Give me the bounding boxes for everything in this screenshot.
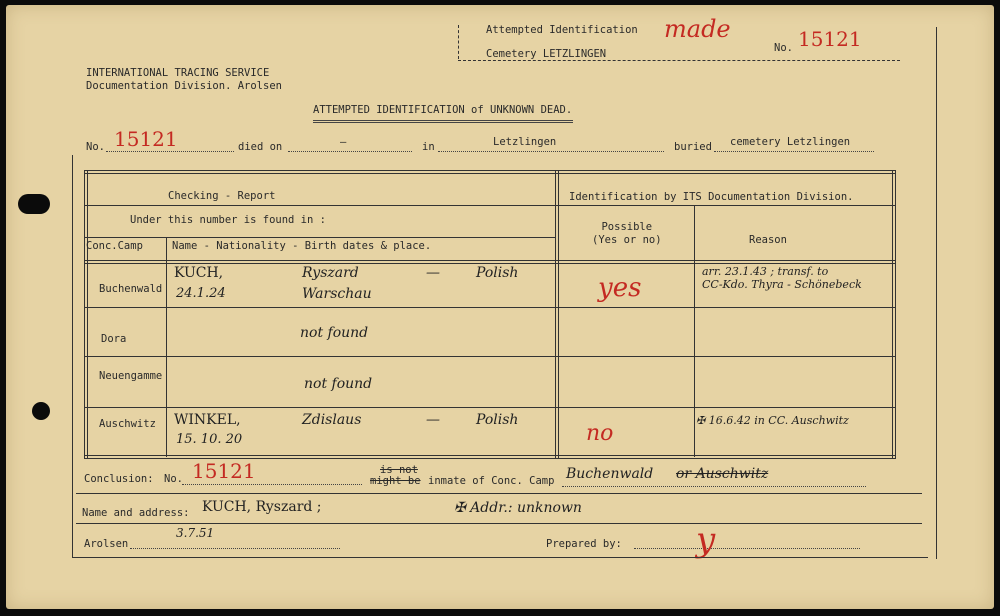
in-label: in <box>422 141 435 153</box>
table-row2-divider <box>84 356 896 357</box>
page-title: ATTEMPTED IDENTIFICATION of UNKNOWN DEAD. <box>313 104 573 116</box>
conclusion-inmate: inmate of Conc. Camp <box>428 475 555 487</box>
record-no-value: 15121 <box>114 127 178 151</box>
footer-date-dots <box>130 548 340 549</box>
col-conc-camp: Conc.Camp <box>86 240 143 252</box>
header-box-left-border <box>458 25 459 59</box>
row4-possible: no <box>586 421 614 446</box>
row1-reason-line1: arr. 23.1.43 ; transf. to <box>702 265 829 278</box>
punch-hole-top <box>18 194 50 214</box>
conclusion-no-label: No. <box>164 473 183 485</box>
conclusion-label: Conclusion: <box>84 473 154 485</box>
row4-dash: — <box>426 412 440 428</box>
org-division: Documentation Division. Arolsen <box>86 80 282 92</box>
row4-camp: Auschwitz <box>99 418 156 430</box>
row1-nationality: Polish <box>476 265 519 281</box>
footer-place: Arolsen <box>84 538 129 550</box>
row2-camp: Dora <box>101 333 127 345</box>
row3-note: not found <box>304 376 373 392</box>
found-in-label: Under this number is found in : <box>130 214 326 226</box>
table-left-border <box>84 170 88 459</box>
conclusion-camp-struck: or Auschwitz <box>676 466 769 482</box>
buried-dots <box>714 151 874 152</box>
row1-firstname: Ryszard <box>302 265 359 281</box>
row1-possible: yes <box>598 273 642 303</box>
table-top-border <box>84 170 896 174</box>
table-middle-divider <box>555 170 559 459</box>
table-reason-divider <box>694 205 695 457</box>
table-row1-divider <box>84 307 896 308</box>
table-right-border <box>892 170 896 459</box>
footer-bottom-line <box>72 557 928 558</box>
address-value: ✠ Addr.: unknown <box>454 500 582 516</box>
buried-value: cemetery Letzlingen <box>730 136 851 148</box>
table-header-divider <box>84 205 896 206</box>
col-possible: Possible (Yes or no) <box>592 221 662 246</box>
table-camp-divider <box>166 237 167 457</box>
table-subheader-divider <box>84 237 556 238</box>
in-dots <box>438 151 664 152</box>
conclusion-is-not: is not <box>380 464 418 476</box>
prepared-by-label: Prepared by: <box>546 538 622 550</box>
died-on-label: died on <box>238 141 283 153</box>
card-left-rule <box>72 155 73 557</box>
made-stamp: made <box>664 15 731 43</box>
died-on-value: — <box>340 136 347 148</box>
row1-place: Warschau <box>302 286 372 302</box>
header-cemetery: Cemetery LETZLINGEN <box>486 48 607 60</box>
header-no-value: 15121 <box>798 27 862 51</box>
punch-hole-bottom <box>32 402 50 420</box>
card-right-rule <box>936 27 937 559</box>
conclusion-camp: Buchenwald <box>566 466 654 482</box>
row2-note: not found <box>300 325 369 341</box>
row1-reason-line2: CC-Kdo. Thyra - Schönebeck <box>702 278 862 291</box>
title-underline <box>313 120 573 123</box>
table-row3-divider <box>84 407 896 408</box>
conclusion-camp-dots <box>562 486 866 487</box>
name-address-divider <box>76 523 922 524</box>
row4-dob: 15. 10. 20 <box>176 432 243 447</box>
in-value: Letzlingen <box>493 136 557 148</box>
col-name-nationality: Name - Nationality - Birth dates & place. <box>172 240 432 252</box>
died-on-dots <box>288 151 412 152</box>
col-reason: Reason <box>749 234 787 246</box>
document-card <box>6 5 994 609</box>
conclusion-no-dots <box>182 484 362 485</box>
row1-dob: 24.1.24 <box>176 286 226 301</box>
footer-date: 3.7.51 <box>176 526 215 540</box>
row3-camp: Neuengamme <box>99 370 163 382</box>
conclusion-might-be: might be <box>370 475 421 487</box>
name-address-value: KUCH, Ryszard ; <box>202 499 322 515</box>
header-box-bottom-border <box>458 60 900 61</box>
row1-surname: KUCH, <box>174 265 224 281</box>
buried-label: buried <box>674 141 712 153</box>
row1-camp: Buchenwald <box>99 283 163 295</box>
table-colhead-divider <box>84 260 896 264</box>
row1-dash: — <box>426 265 440 281</box>
record-no-dots <box>106 151 234 152</box>
header-attempted-identification: Attempted Identification <box>486 24 638 36</box>
conclusion-divider <box>76 493 922 494</box>
row4-surname: WINKEL, <box>174 412 241 428</box>
prepared-by-dots <box>634 548 860 549</box>
name-address-label: Name and address: <box>82 507 190 519</box>
org-name: INTERNATIONAL TRACING SERVICE <box>86 67 270 79</box>
header-no-label: No. <box>774 42 793 54</box>
identification-header: Identification by ITS Documentation Division. <box>569 191 854 203</box>
conclusion-no-value: 15121 <box>192 459 256 483</box>
row4-reason: ✠ 16.6.42 in CC. Auschwitz <box>696 414 849 427</box>
row4-nationality: Polish <box>476 412 519 428</box>
row4-firstname: Zdislaus <box>302 412 362 428</box>
checking-report-header: Checking - Report <box>168 190 276 202</box>
record-no-label: No. <box>86 141 105 153</box>
prepared-by-initial: y <box>696 520 716 560</box>
